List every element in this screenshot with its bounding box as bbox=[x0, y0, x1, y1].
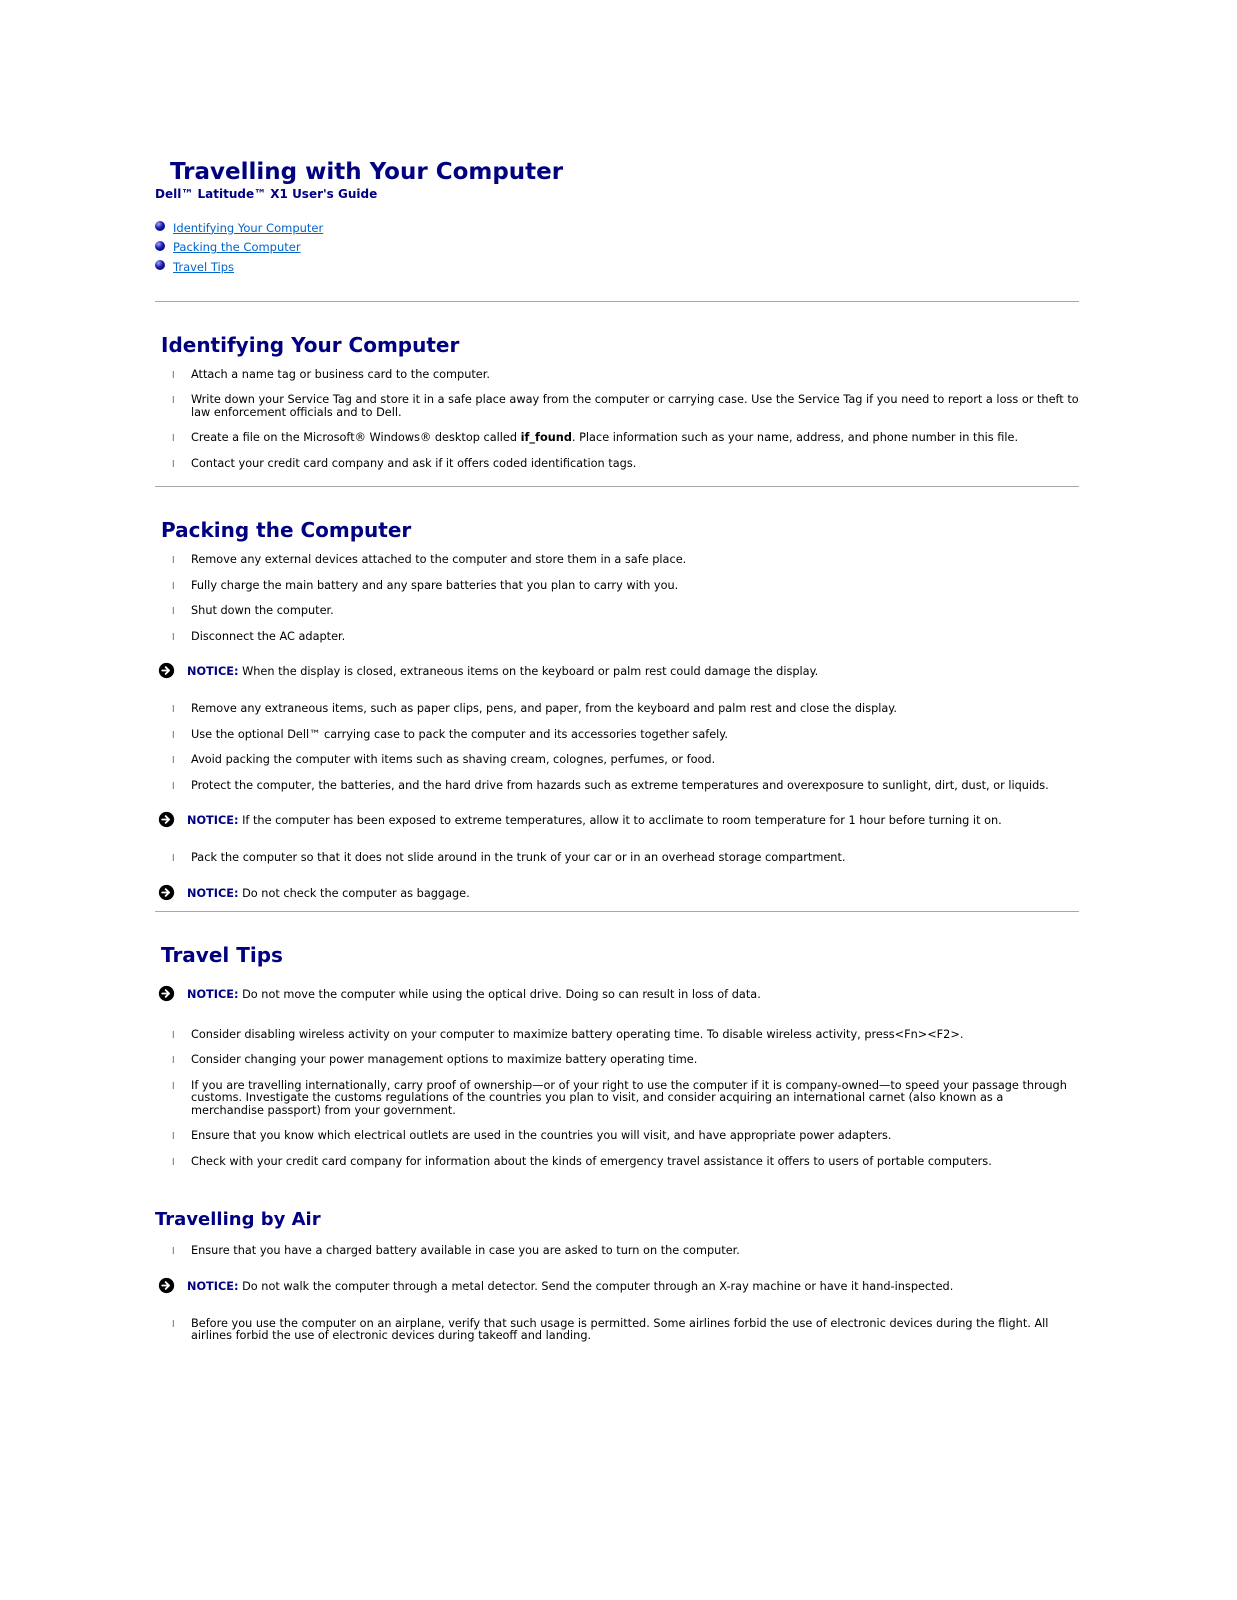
list-item: l Check with your credit card company for information about the kinds of emergency travel assistance it offers to users of portable computers. bbox=[172, 1154, 992, 1168]
right-arrow-circle-icon bbox=[158, 662, 175, 679]
bullet-marker: l bbox=[172, 370, 175, 381]
notice-label: NOTICE: bbox=[187, 987, 239, 1001]
table-of-contents bbox=[155, 218, 1079, 277]
list-item: l Protect the computer, the batteries, and the hard drive from hazards such as extreme temperatures and overexposure to sunlight, dirt, dust, or liquids. bbox=[172, 778, 1049, 792]
blue-ball-bullet-icon bbox=[155, 221, 165, 231]
section-heading-identifying: Identifying Your Computer bbox=[161, 332, 460, 357]
list-item: l Contact your credit card company and ask if it offers coded identification tags. bbox=[172, 456, 637, 470]
document-page bbox=[155, 158, 1079, 1356]
filename-bold: if_found bbox=[520, 431, 572, 444]
bullet-marker: l bbox=[172, 607, 175, 617]
list-item: l Disconnect the AC adapter. bbox=[172, 629, 346, 643]
packing-list-c bbox=[155, 852, 1079, 865]
bullet-marker: l bbox=[172, 756, 175, 766]
section-divider bbox=[155, 911, 1079, 912]
identifying-list bbox=[155, 369, 1079, 471]
packing-list-b bbox=[155, 703, 1079, 792]
list-item: l Ensure that you have a charged battery available in case you are asked to turn on the computer. bbox=[172, 1244, 740, 1257]
bullet-marker: l bbox=[172, 1132, 175, 1142]
notice-box: NOTICE: Do not move the computer while using the optical drive. Doing so can result in loss of data. bbox=[155, 988, 1079, 1002]
toc-item-identifying bbox=[155, 218, 1079, 238]
toc-link-identifying[interactable]: Identifying Your Computer bbox=[173, 220, 324, 235]
notice-box: NOTICE: Do not check the computer as baggage. bbox=[155, 887, 1079, 901]
notice-box: NOTICE: If the computer has been exposed to extreme temperatures, allow it to acclimate to room temperature for 1 hour before turning it on. bbox=[155, 814, 1079, 828]
right-arrow-circle-icon bbox=[158, 884, 175, 901]
list-item: l Attach a name tag or business card to the computer. bbox=[172, 367, 490, 381]
list-item: l Ensure that you know which electrical outlets are used in the countries you will visit, and have appropriate power adapters. bbox=[172, 1129, 892, 1142]
bullet-marker: l bbox=[172, 556, 175, 566]
list-item: l Pack the computer so that it does not slide around in the trunk of your car or in an overhead storage compartment. bbox=[172, 851, 846, 864]
list-item: l Consider changing your power management options to maximize battery operating time. bbox=[172, 1053, 698, 1066]
section-divider bbox=[155, 486, 1079, 487]
blue-ball-bullet-icon bbox=[155, 260, 165, 270]
section-heading-travel-tips: Travel Tips bbox=[161, 942, 283, 967]
notice-box: NOTICE: Do not walk the computer through a metal detector. Send the computer through an X-ray machine or have it hand-inspected. bbox=[155, 1280, 1079, 1294]
bullet-marker: l bbox=[172, 730, 175, 741]
list-item: l Shut down the computer. bbox=[172, 604, 334, 617]
list-item: l Remove any extraneous items, such as paper clips, pens, and paper, from the keyboard and palm rest and close the display. bbox=[172, 702, 897, 715]
toc-item-packing bbox=[155, 238, 1079, 258]
right-arrow-circle-icon bbox=[158, 985, 175, 1002]
bullet-marker: l bbox=[172, 1056, 175, 1066]
right-arrow-circle-icon bbox=[158, 1277, 175, 1294]
by-air-list-a bbox=[155, 1245, 1079, 1258]
toc-link-travel-tips[interactable]: Travel Tips bbox=[173, 259, 234, 274]
bullet-marker: l bbox=[172, 459, 175, 470]
list-item: l Use the optional Dell™ carrying case to pack the computer and its accessories together safely. bbox=[172, 727, 728, 741]
notice-label: NOTICE: bbox=[187, 886, 239, 900]
page-title: Travelling with Your Computer bbox=[170, 159, 564, 185]
bullet-marker: l bbox=[172, 1030, 175, 1041]
blue-ball-bullet-icon bbox=[155, 241, 165, 251]
toc-link-packing[interactable]: Packing the Computer bbox=[173, 240, 301, 255]
bullet-marker: l bbox=[172, 854, 175, 864]
notice-box: NOTICE: When the display is closed, extraneous items on the keyboard or palm rest could damage the display. bbox=[155, 665, 1079, 679]
subsection-heading-by-air: Travelling by Air bbox=[155, 1209, 321, 1230]
bullet-marker: l bbox=[172, 396, 175, 406]
bullet-marker: l bbox=[172, 434, 175, 444]
section-divider bbox=[155, 301, 1079, 302]
list-item: l Avoid packing the computer with items such as shaving cream, colognes, perfumes, or food. bbox=[172, 753, 716, 766]
list-item: l If you are travelling internationally, carry proof of ownership—or of your right to use the computer if it is company-owned—to speed your passage through customs. Investigate the customs regulations of the countries you plan to visit, and consider acquiring an international carnet (also known as a merchandise passport) from your government. bbox=[172, 1078, 1067, 1117]
bullet-marker: l bbox=[172, 632, 175, 643]
bullet-marker: l bbox=[172, 581, 175, 592]
bullet-marker: l bbox=[172, 1247, 175, 1257]
list-item: l Remove any external devices attached to the computer and store them in a safe place. bbox=[172, 553, 687, 566]
list-item: l Create a file on the Microsoft® Windows® desktop called if_found. Place information such as your name, address, and phone number in this file. bbox=[172, 431, 1019, 444]
list-item: l Consider disabling wireless activity on your computer to maximize battery operating time. To disable wireless activity, press<Fn><F2>. bbox=[172, 1027, 964, 1041]
list-item: l Before you use the computer on an airplane, verify that such usage is permitted. Some airlines forbid the use of electronic devices during the flight. All airlines forbid the use of electronic devices during takeoff and landing. bbox=[172, 1316, 1049, 1342]
bullet-marker: l bbox=[172, 1319, 175, 1330]
travel-tips-list bbox=[155, 1029, 1079, 1169]
notice-label: NOTICE: bbox=[187, 814, 239, 827]
bullet-marker: l bbox=[172, 705, 175, 715]
bullet-marker: l bbox=[172, 1081, 175, 1092]
by-air-list-b bbox=[155, 1318, 1079, 1343]
section-heading-packing: Packing the Computer bbox=[161, 518, 412, 542]
notice-label: NOTICE: bbox=[187, 665, 239, 678]
right-arrow-circle-icon bbox=[158, 811, 175, 828]
list-item: l Write down your Service Tag and store it in a safe place away from the computer or carrying case. Use the Service Tag if you need to report a loss or theft to law enforcement officials and to Dell. bbox=[172, 393, 1079, 419]
bullet-marker: l bbox=[172, 1157, 175, 1168]
notice-label: NOTICE: bbox=[187, 1279, 239, 1293]
toc-item-travel-tips bbox=[155, 257, 1079, 277]
guide-subtitle: Dell™ Latitude™ X1 User's Guide bbox=[155, 187, 378, 201]
list-item: l Fully charge the main battery and any spare batteries that you plan to carry with you. bbox=[172, 578, 679, 592]
packing-list-a bbox=[155, 554, 1079, 643]
bullet-marker: l bbox=[172, 781, 175, 792]
